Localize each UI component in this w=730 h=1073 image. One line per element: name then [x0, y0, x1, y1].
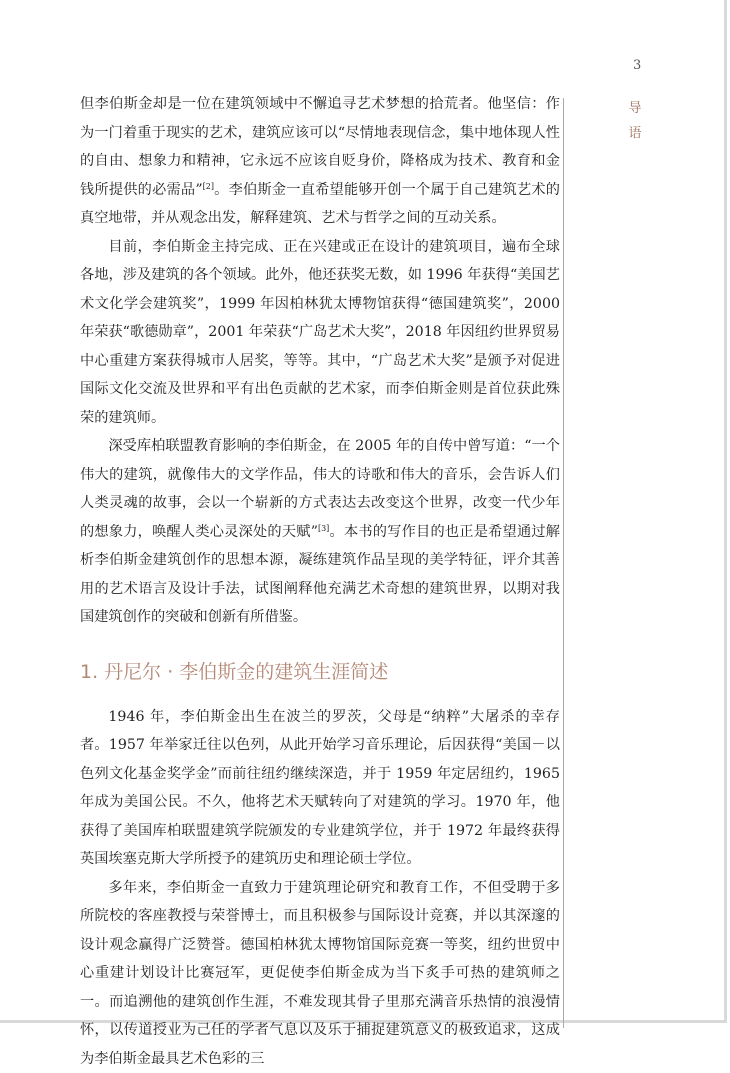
intro-paragraph-2: 目前，李伯斯金主持完成、正在兴建或正在设计的建筑项目，遍布全球各地，涉及建筑的各个领域。此外，他还获奖无数，如 1996 年获得“美国艺术文化学会建筑奖”，1999 年因柏林犹太博物馆获得“德国建筑奖”，2000 年荣获“歌德勋章”，2001 年荣获“广岛艺术大奖”，2018 年因纽约世界贸易中心重建方案获得城市人居奖，等等。其中，“广岛艺术大奖”是颁予对促进国际文化交流及世界和平有出色贡献的艺术家，而李伯斯金则是首位获此殊荣的建筑师。: [80, 233, 560, 433]
section-paragraph-1: 1946 年，李伯斯金出生在波兰的罗茨，父母是“纳粹”大屠杀的幸存者。1957 年举家迁往以色列，从此开始学习音乐理论，后因获得“美国－以色列文化基金奖学金”而前往纽约继续深造，并于 1959 年定居纽约，1965 年成为美国公民。不久，他将艺术天赋转向了对建筑的学习。1970 年，他获得了美国库柏联盟建筑学院颁发的专业建筑学位，并于 1972 年最终获得英国埃塞克斯大学所授予的建筑历史和理论硕士学位。: [80, 703, 560, 874]
citation-ref-3: [3]: [318, 524, 329, 533]
running-section-title: 导语: [628, 96, 642, 146]
margin-divider: [563, 98, 564, 1028]
citation-ref-2: [2]: [203, 182, 214, 191]
intro-paragraph-3-tail: 。本书的写作目的也正是希望通过解析李伯斯金建筑创作的思想本源，凝练建筑作品呈现的美学特征，评介其善用的艺术语言及设计手法，试图阐释他充满艺术奇想的建筑世界，以期对我国建筑创作的突破和创新有所借鉴。: [80, 524, 560, 626]
intro-paragraph-1: [80, 90, 560, 233]
page-number: 3: [633, 58, 641, 73]
intro-paragraph-1-text: 但李伯斯金却是一位在建筑领域中不懈追寻艺术梦想的拾荒者。他坚信：作为一门着重于现实的艺术，建筑应该可以“尽情地表现信念，集中地体现人性的自由、想象力和精神，它永远不应该自贬身价，降格成为技术、教育和金钱所提供的必需品”: [80, 96, 560, 198]
body-text: [80, 90, 560, 1073]
intro-paragraph-3-text: 深受库柏联盟教育影响的李伯斯金，在 2005 年的自传中曾写道：“一个伟大的建筑，就像伟大的文学作品，伟大的诗歌和伟大的音乐，会告诉人们人类灵魂的故事，会以一个崭新的方式表达去改变这个世界，改变一代少年的想象力，唤醒人类心灵深处的天赋”: [80, 438, 560, 540]
section-heading: 1. 丹尼尔 · 李伯斯金的建筑生涯简述: [80, 659, 560, 685]
intro-paragraph-3: [80, 432, 560, 632]
section-paragraph-2: 多年来，李伯斯金一直致力于建筑理论研究和教育工作，不但受聘于多所院校的客座教授与荣誉博士，而且积极参与国际设计竞赛，并以其深邃的设计观念赢得广泛赞誉。德国柏林犹太博物馆国际竞赛一等奖，纽约世贸中心重建计划设计比赛冠军，更促使李伯斯金成为当下炙手可热的建筑师之一。而追溯他的建筑创作生涯，不难发现其骨子里那充满音乐热情的浪漫情怀，以传道授业为己任的学者气息以及乐于捕捉建筑意义的极致追求，这成为李伯斯金最具艺术色彩的三: [80, 874, 560, 1073]
intro-paragraph-1-tail: 。李伯斯金一直希望能够开创一个属于自己建筑艺术的真空地带，并从观念出发，解释建筑、艺术与哲学之间的互动关系。: [80, 182, 560, 227]
